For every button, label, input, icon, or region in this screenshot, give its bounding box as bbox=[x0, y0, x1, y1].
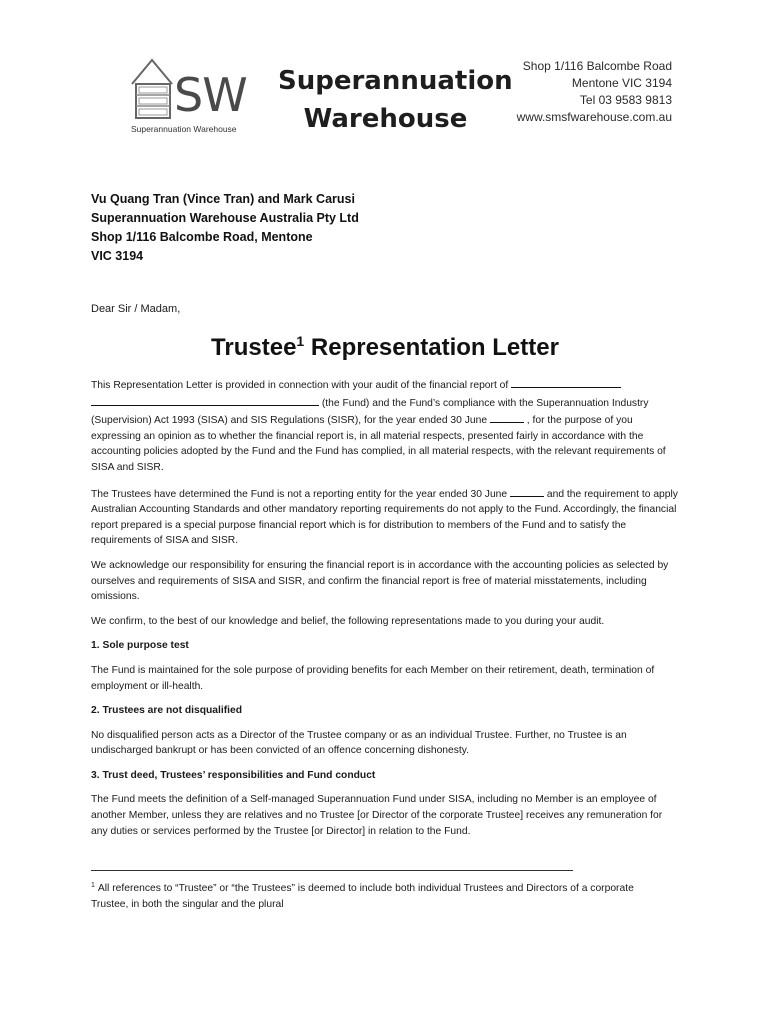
logo-letters: SW bbox=[174, 68, 247, 122]
reporting-year-blank bbox=[510, 485, 544, 497]
brand-line-2: Warehouse bbox=[303, 104, 468, 134]
addressee-company: Superannuation Warehouse Australia Pty Ltd bbox=[91, 211, 359, 225]
reporting-paragraph bbox=[91, 485, 681, 549]
addressee-names: Vu Quang Tran (Vince Tran) and Mark Carusi bbox=[91, 192, 355, 206]
section-heading-disqualified: 2. Trustees are not disqualified bbox=[91, 705, 243, 717]
footnote-divider bbox=[91, 870, 573, 871]
reporting-text-1: The Trustees have determined the Fund is not a reporting entity for the year ended 30 June bbox=[91, 488, 510, 500]
section-heading-trust-deed: 3. Trust deed, Trustees’ responsibilities and Fund conduct bbox=[91, 769, 376, 781]
intro-text-2: (the Fund) and the Fund’s compliance with the Superannuation Industry (Supervision) Act 1993 (SISA) and SIS Regulations (SISR), for the year ended 30 June bbox=[91, 397, 649, 427]
contact-phone: Tel 03 9583 9813 bbox=[579, 93, 672, 107]
confirm-paragraph: We confirm, to the best of our knowledge and belief, the following representations made to you during your audit. bbox=[91, 615, 605, 627]
salutation: Dear Sir / Madam, bbox=[91, 303, 181, 315]
addressee-block bbox=[91, 190, 359, 266]
letter-body bbox=[91, 376, 681, 848]
section-text-trust-deed: The Fund meets the definition of a Self-managed Superannuation Fund under SISA, including no Member is an employee of another Member, unless they are relatives and no Trustee [or Director of the corporate Trustee] receives any remuneration for any duties or services performed by the Trustee [or Director] in relation to the Fund. bbox=[91, 794, 663, 837]
section-heading-sole-purpose: 1. Sole purpose test bbox=[91, 640, 189, 652]
contact-details bbox=[517, 58, 672, 126]
addressee-street: Shop 1/116 Balcombe Road, Mentone bbox=[91, 230, 313, 244]
intro-paragraph bbox=[91, 376, 681, 476]
footnote bbox=[91, 881, 671, 913]
title-text: Trustee bbox=[211, 334, 297, 361]
intro-text-3: , for the purpose of you expressing an opinion as to whether the financial report is, in all material respects, presented fairly in accordance with the accounting policies adopted by the Fund and the Fund has complied, in all material respects, with the relevant requirements of SISA and SISR. bbox=[91, 415, 666, 473]
contact-suburb: Mentone VIC 3194 bbox=[571, 76, 672, 90]
acknowledge-paragraph: We acknowledge our responsibility for ensuring the financial report is in accordance with the accounting policies as selected by ourselves and requirements of SISA and SISR, and confirm the financial report is free of material misstatements, including omissions. bbox=[91, 559, 669, 603]
section-text-disqualified: No disqualified person acts as a Director of the Trustee company or as an individual Trustee. Further, no Trustee is an undischarged bankrupt or has been convicted of an offence concerning dishonesty. bbox=[91, 729, 627, 757]
fund-name-blank-cont bbox=[91, 394, 319, 406]
brand-name bbox=[278, 62, 513, 138]
contact-website: www.smsfwarehouse.com.au bbox=[516, 110, 672, 124]
title-footnote-ref: 1 bbox=[296, 333, 305, 349]
intro-text-1: This Representation Letter is provided in connection with your audit of the financial report of bbox=[91, 380, 512, 391]
brand-line-1: Superannuation bbox=[278, 66, 513, 96]
footnote-text: All references to “Trustee” or “the Trustees” is deemed to include both individual Trustees and Directors of a corporate Trustee, in both the singular and the plural bbox=[91, 883, 634, 910]
fund-name-blank bbox=[511, 376, 621, 388]
contact-street: Shop 1/116 Balcombe Road bbox=[522, 59, 672, 73]
year-blank bbox=[490, 411, 524, 423]
title-text-after: Representation Letter bbox=[304, 334, 559, 361]
logo-caption: Superannuation Warehouse bbox=[131, 124, 237, 134]
addressee-state: VIC 3194 bbox=[91, 249, 144, 263]
footnote-marker: 1 bbox=[91, 881, 95, 889]
reporting-text-2: and the requirement to apply Australian Accounting Standards and other mandatory reporting requirements do not apply to the Fund. Accordingly, the financial report prepared is a special purpose financial report which is for distribution to members of the Fund and to satisfy the requirements of SISA and SISR. bbox=[91, 488, 678, 547]
section-text-sole-purpose: The Fund is maintained for the sole purpose of providing benefits for each Member on their retirement, death, termination of employment or ill-health. bbox=[91, 664, 655, 692]
letter-title bbox=[0, 333, 770, 363]
